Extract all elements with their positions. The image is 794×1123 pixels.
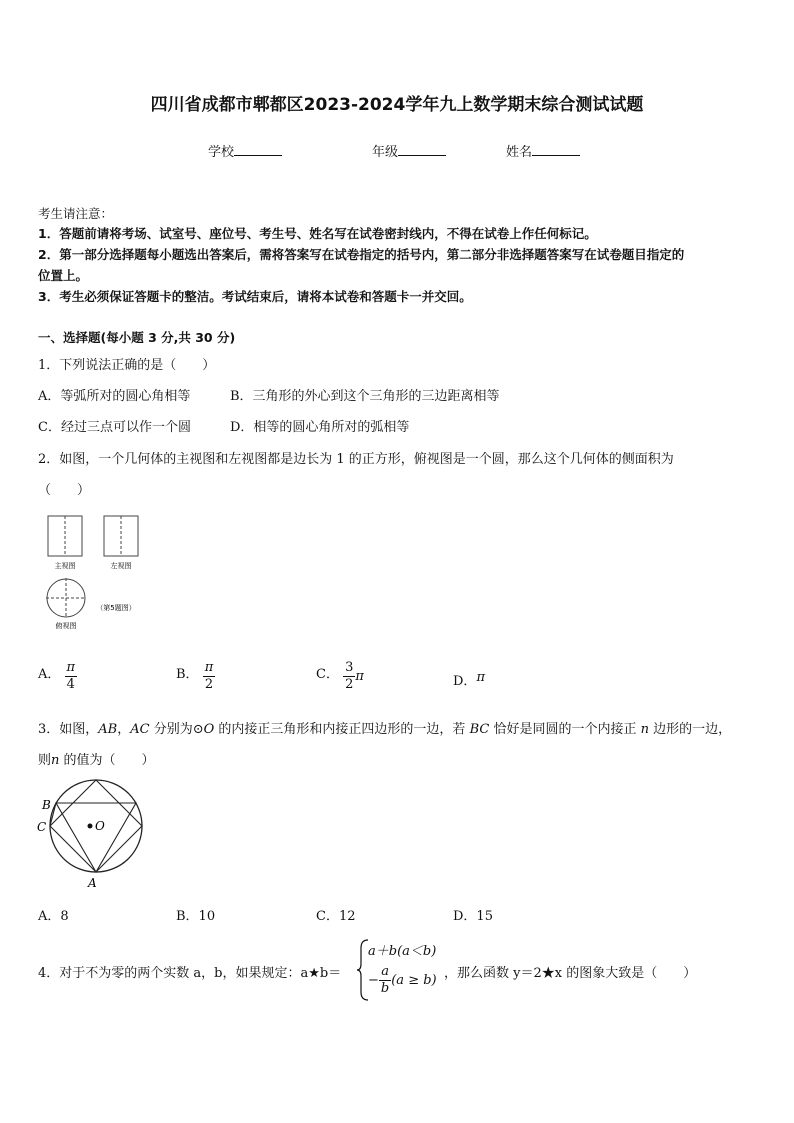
- q2-b-label: B．: [176, 667, 199, 682]
- q3-option-c[interactable]: C．12: [316, 909, 356, 924]
- q3-comma: ，: [117, 722, 131, 737]
- q2-b-num: π: [204, 660, 214, 675]
- notice-item-1: 1．答题前请将考场、试室号、座位号、考生号、姓名写在试卷密封线内，不得在试卷上作任何标记。: [38, 226, 597, 241]
- q2-figure-caption: （第5题图）: [96, 604, 136, 612]
- q2-stem: 2．如图，一个几何体的主视图和左视图都是边长为 1 的正方形，俯视图是一个圆，那么这个几何体的侧面积为: [38, 452, 674, 467]
- q3-label-b: B: [42, 798, 51, 812]
- grade-blank[interactable]: [398, 144, 446, 156]
- q4-case-2-den: b: [380, 981, 390, 996]
- q2-paren: （ ）: [38, 483, 91, 498]
- section-heading: 一、选择题(每小题 3 分,共 30 分): [38, 330, 236, 345]
- name-label: 姓名: [506, 145, 533, 160]
- q4-stem-part-1: 4．对于不为零的两个实数 a，b，如果规定：a★b＝: [38, 966, 342, 981]
- q2-b-den: 2: [204, 677, 214, 692]
- q3-stem-part-1: 3．如图，: [38, 722, 99, 737]
- q2-option-a[interactable]: [38, 660, 77, 693]
- q3-n: n: [640, 722, 649, 737]
- q2-left-label: 左视图: [110, 562, 132, 570]
- q1-stem: 1．下列说法正确的是（ ）: [38, 358, 216, 373]
- q2-a-label: A．: [38, 667, 61, 682]
- q3-ac: AC: [130, 722, 150, 737]
- q3-o: O: [203, 722, 215, 737]
- grade-label: 年级: [372, 145, 399, 160]
- grade-field: [372, 141, 446, 160]
- q3-stem-part-2: 分别为⊙: [149, 722, 204, 737]
- q2-a-num: π: [66, 660, 76, 675]
- q3-label-c: C: [37, 820, 47, 834]
- q1-option-b[interactable]: B．三角形的外心到这个三角形的三边距离相等: [230, 389, 500, 404]
- q4-stem-part-2: ，那么函数 y＝2★x 的图象大致是（ ）: [444, 966, 697, 981]
- school-label: 学校: [208, 145, 235, 160]
- q4-case-2: [368, 964, 437, 997]
- q4-case-2-num: a: [379, 964, 391, 981]
- school-field: [208, 141, 282, 160]
- school-blank[interactable]: [234, 144, 282, 156]
- q2-top-view: [46, 578, 86, 618]
- q4-case-1: a＋b(a＜b): [368, 944, 437, 959]
- notice-item-2-cont: 位置上。: [38, 268, 89, 283]
- notice-item-3: 3．考生必须保证答题卡的整洁。考试结束后，请将本试卷和答题卡一并交回。: [38, 289, 472, 304]
- q3-line2-a: 则: [38, 753, 52, 768]
- q2-d-value: π: [476, 670, 485, 685]
- q4-case-2-cond: (a ≥ b): [391, 973, 437, 988]
- name-blank[interactable]: [532, 144, 580, 156]
- q2-front-label: 主视图: [54, 562, 76, 570]
- q2-a-den: 4: [66, 677, 75, 692]
- q2-left-view: [104, 516, 138, 556]
- q2-c-fraction: [343, 660, 355, 693]
- q2-option-d[interactable]: [453, 670, 485, 689]
- q2-a-fraction: [65, 660, 78, 693]
- q1-option-c[interactable]: C．经过三点可以作一个圆: [38, 420, 191, 435]
- q3-line2-n: n: [51, 753, 60, 768]
- q3-stem-part-3: 的内接正三角形和内接正四边形的一边，若: [214, 722, 470, 737]
- q3-stem: [38, 718, 731, 737]
- q3-label-o: O: [95, 819, 105, 833]
- q1-option-a[interactable]: A．等弧所对的圆心角相等: [38, 389, 191, 404]
- q2-c-tail: π: [355, 669, 364, 684]
- q2-b-fraction: [203, 660, 216, 693]
- q3-ab: AB: [98, 722, 118, 737]
- q3-option-d[interactable]: D．15: [453, 909, 493, 924]
- page-title: 四川省成都市郫都区2023-2024学年九上数学期末综合测试试题: [150, 95, 644, 115]
- q2-c-label: C．: [316, 667, 339, 682]
- q2-d-label: D．: [453, 674, 477, 689]
- q3-stem-part-5: 边形的一边，: [648, 722, 732, 737]
- q3-figure: [34, 776, 164, 894]
- q3-stem-line-2: [38, 749, 155, 768]
- q3-option-b[interactable]: B．10: [176, 909, 216, 924]
- notice-item-2: 2．第一部分选择题每小题选出答案后，需将答案写在试卷指定的括号内，第二部分非选择题答案写在试卷题目指定的: [38, 247, 685, 262]
- q2-option-c[interactable]: [316, 660, 364, 693]
- q4-case-2-neg: −: [368, 973, 379, 988]
- q3-label-a: A: [88, 876, 97, 890]
- q4-case-2-fraction: [379, 964, 391, 997]
- q3-bc: BC: [469, 722, 490, 737]
- q2-c-num: 3: [345, 660, 354, 675]
- notice-heading: 考生请注意：: [38, 206, 114, 221]
- q3-option-a[interactable]: A．8: [38, 909, 69, 924]
- q2-c-den: 2: [345, 677, 354, 692]
- q3-center-dot: [88, 824, 93, 829]
- q2-top-label: 俯视图: [55, 622, 77, 630]
- q2-figure: [38, 510, 148, 634]
- q3-triangle: [56, 803, 136, 872]
- q2-front-view: [48, 516, 82, 556]
- q3-line2-b: 的值为（ ）: [59, 753, 155, 768]
- name-field: [506, 141, 580, 160]
- q2-option-b[interactable]: [176, 660, 215, 693]
- q3-stem-part-4: 恰好是同圆的一个内接正: [489, 722, 641, 737]
- q1-option-d[interactable]: D．相等的圆心角所对的弧相等: [230, 420, 410, 435]
